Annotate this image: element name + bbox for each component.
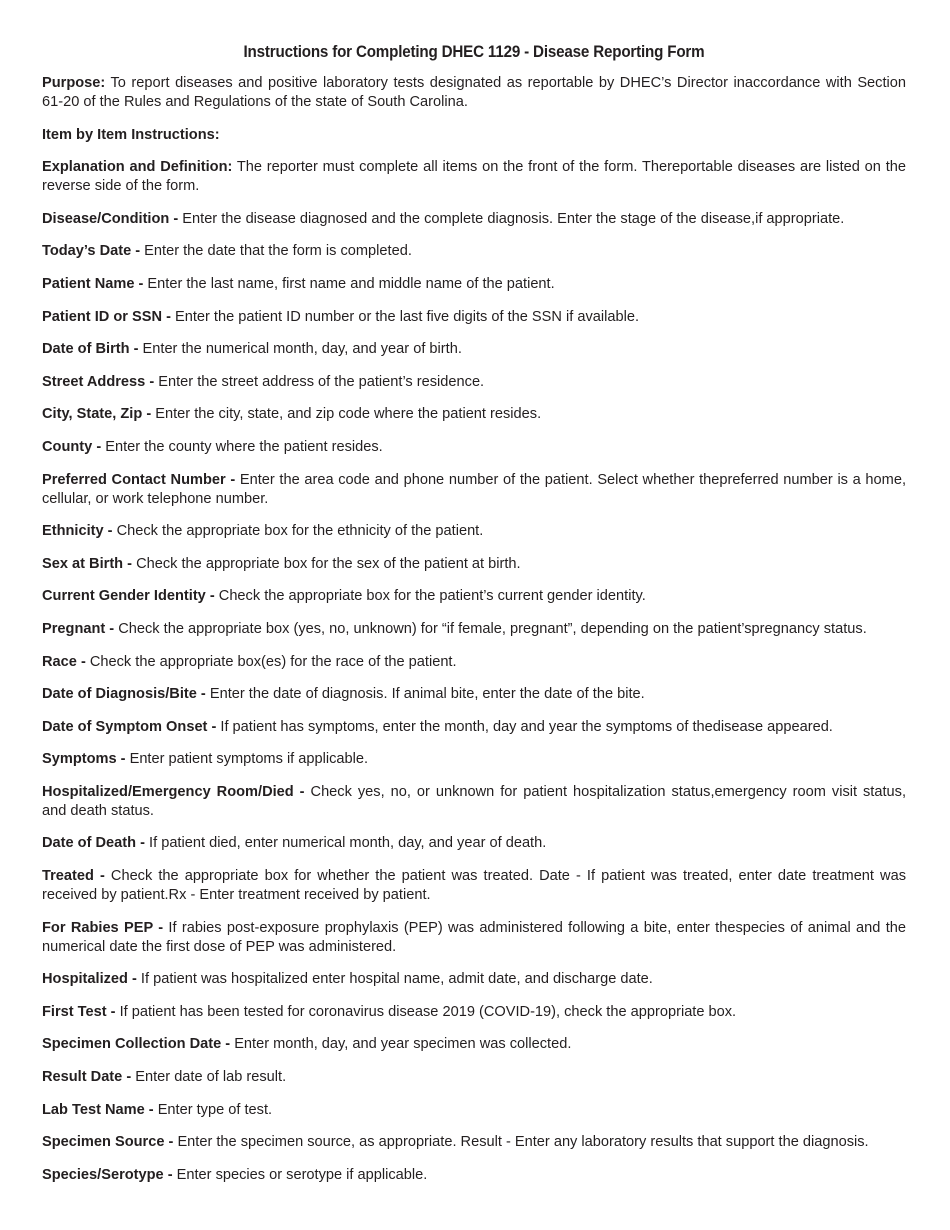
instruction-item — [42, 783, 906, 821]
instruction-text: Enter type of test. — [153, 1101, 273, 1118]
instruction-label: County - — [42, 438, 102, 455]
instruction-label: Specimen Collection Date - — [42, 1036, 231, 1053]
instruction-label: Patient ID or SSN - — [42, 308, 171, 325]
instruction-item — [42, 471, 906, 509]
instruction-label: For Rabies PEP - — [42, 919, 164, 936]
instruction-label: Disease/Condition - — [42, 210, 179, 227]
instruction-text: Check the appropriate box for the sex of the patient at birth. — [132, 555, 521, 572]
instruction-text: The reporter must complete all items on the front of the form. Thereportable diseases are listed on the reverse side of the form. — [42, 159, 906, 195]
instruction-text: Check the appropriate box(es) for the race of the patient. — [85, 653, 457, 670]
instruction-text: Enter the county where the patient resides. — [101, 438, 383, 455]
instruction-text: Check yes, no, or unknown for patient hospitalization status,emergency room visit status, and death status. — [42, 783, 907, 819]
instruction-text: Check the appropriate box for whether the patient was treated. Date - If patient was treated, enter date treatment was received by patient.Rx - Enter treatment received by patient. — [42, 868, 907, 904]
instruction-item — [42, 74, 906, 112]
instruction-item — [42, 210, 906, 229]
instruction-label: Current Gender Identity - — [42, 588, 215, 605]
instruction-text: Enter patient symptoms if applicable. — [125, 751, 369, 768]
instruction-text: Enter the disease diagnosed and the complete diagnosis. Enter the stage of the disease,if appropriate. — [178, 210, 845, 227]
instruction-item — [42, 970, 906, 989]
instruction-label: Date of Death - — [42, 835, 145, 852]
instruction-item — [42, 685, 906, 704]
instruction-item — [42, 438, 906, 457]
instruction-item — [42, 1133, 906, 1152]
instruction-text: Check the appropriate box (yes, no, unknown) for “if female, pregnant”, depending on the patient’spregnancy status. — [114, 620, 867, 637]
instruction-item — [42, 1166, 906, 1185]
instruction-item — [42, 620, 906, 639]
instruction-label: City, State, Zip - — [42, 406, 152, 423]
instruction-label: Date of Birth - — [42, 341, 139, 358]
instruction-item — [42, 373, 906, 392]
instruction-text: Enter the last name, first name and middle name of the patient. — [143, 275, 555, 292]
instruction-label: Purpose: — [42, 75, 106, 91]
instruction-text: Enter date of lab result. — [131, 1069, 287, 1086]
instruction-item — [42, 405, 906, 424]
instruction-text: If rabies post-exposure prophylaxis (PEP) was administered following a bite, enter thespecies of animal and the numerical date the first dose of PEP was administered. — [42, 919, 906, 955]
instruction-text: If patient has been tested for coronavirus disease 2019 (COVID-19), check the appropriate box. — [115, 1003, 737, 1020]
instruction-label: Patient Name - — [42, 275, 144, 292]
instruction-item — [42, 275, 906, 294]
instruction-item — [42, 1003, 906, 1022]
instruction-item — [42, 158, 906, 196]
instruction-label: Explanation and Definition: — [42, 159, 233, 176]
instruction-item — [42, 308, 906, 327]
instruction-page — [42, 42, 906, 1198]
instruction-text: Enter the date that the form is completed. — [140, 243, 412, 260]
instruction-label: Hospitalized - — [42, 971, 137, 988]
instruction-text: To report diseases and positive laboratory tests designated as reportable by DHEC’s Director inaccordance with Section 61-20 of the Rules and Regulations of the state of South Carolina. — [42, 75, 906, 110]
instruction-item — [42, 126, 906, 145]
instruction-label: Date of Symptom Onset - — [42, 718, 217, 735]
instruction-item — [42, 867, 906, 905]
instruction-label: Ethnicity - — [42, 523, 113, 540]
instruction-label: Result Date - — [42, 1069, 132, 1086]
instruction-item — [42, 834, 906, 853]
instruction-label: Sex at Birth - — [42, 555, 133, 572]
instruction-label: Species/Serotype - — [42, 1166, 173, 1183]
instruction-label: Symptoms - — [42, 751, 126, 768]
instruction-text: Enter species or serotype if applicable. — [172, 1166, 428, 1183]
instruction-text: Enter month, day, and year specimen was collected. — [230, 1036, 572, 1053]
instruction-text: Check the appropriate box for the patient’s current gender identity. — [214, 588, 646, 605]
instruction-item — [42, 587, 906, 606]
instructions-body — [42, 74, 906, 1185]
instruction-label: Today’s Date - — [42, 243, 141, 260]
instruction-item — [42, 750, 906, 769]
instruction-label: First Test - — [42, 1003, 116, 1020]
instruction-text: Enter the specimen source, as appropriate. Result - Enter any laboratory results that support the diagnosis. — [173, 1134, 869, 1151]
instruction-text: Enter the area code and phone number of the patient. Select whether thepreferred number is a home, cellular, or work telephone number. — [42, 471, 906, 507]
instruction-item — [42, 718, 906, 737]
instruction-label: Specimen Source - — [42, 1134, 174, 1151]
instruction-item — [42, 242, 906, 261]
instruction-label: Hospitalized/Emergency Room/Died - — [42, 783, 305, 800]
instruction-text: Enter the patient ID number or the last five digits of the SSN if available. — [170, 308, 639, 325]
instruction-label: Lab Test Name - — [42, 1101, 154, 1118]
instruction-text: Enter the city, state, and zip code where the patient resides. — [151, 406, 542, 423]
instruction-label: Race - — [42, 653, 86, 670]
page-title: Instructions for Completing DHEC 1129 - Disease Reporting Form — [243, 43, 705, 61]
instruction-text: If patient was hospitalized enter hospital name, admit date, and discharge date. — [136, 971, 653, 988]
instruction-item — [42, 1101, 906, 1120]
instruction-text: Enter the street address of the patient’s residence. — [154, 373, 485, 390]
instruction-item — [42, 1035, 906, 1054]
instruction-item — [42, 340, 906, 359]
instruction-text: Enter the date of diagnosis. If animal bite, enter the date of the bite. — [205, 686, 645, 703]
instruction-text: Enter the numerical month, day, and year of birth. — [138, 341, 462, 358]
instruction-item — [42, 1068, 906, 1087]
instruction-label: Date of Diagnosis/Bite - — [42, 686, 206, 703]
instruction-text: Check the appropriate box for the ethnicity of the patient. — [112, 523, 484, 540]
instruction-label: Preferred Contact Number - — [42, 471, 236, 488]
instruction-label: Pregnant - — [42, 620, 115, 637]
instruction-label: Treated - — [42, 868, 105, 885]
instruction-item — [42, 522, 906, 541]
instruction-label: Item by Item Instructions: — [42, 126, 220, 143]
instruction-text: If patient has symptoms, enter the month, day and year the symptoms of thedisease appeared. — [216, 718, 833, 735]
instruction-label: Street Address - — [42, 373, 155, 390]
instruction-item — [42, 555, 906, 574]
instruction-item — [42, 653, 906, 672]
instruction-text: If patient died, enter numerical month, day, and year of death. — [144, 835, 547, 852]
instruction-item — [42, 919, 906, 957]
